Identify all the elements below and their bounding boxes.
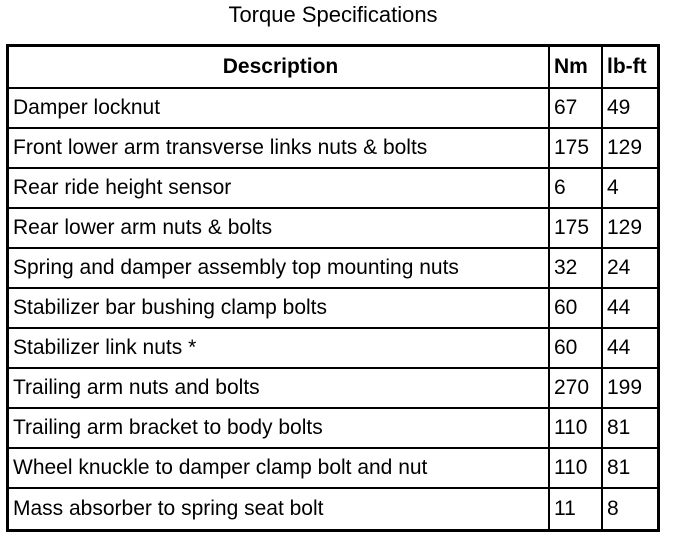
- cell-lbft: 8: [607, 497, 619, 520]
- cell-nm: 32: [550, 249, 603, 289]
- cell-description: Rear lower arm nuts & bolts: [9, 209, 550, 249]
- cell-lbft: 24: [603, 249, 657, 289]
- cell-nm: 11: [550, 489, 603, 529]
- cell-nm: 60: [550, 289, 603, 329]
- cell-description: Stabilizer bar bushing clamp bolts: [9, 289, 550, 329]
- cell-nm: 6: [550, 169, 603, 209]
- cell-lbft: 129: [603, 129, 657, 169]
- page-title: Torque Specifications: [228, 2, 438, 27]
- cell-description: Mass absorber to spring seat bolt: [9, 489, 550, 529]
- cell-description: Stabilizer link nuts *: [9, 329, 550, 369]
- cell-nm: 110: [550, 449, 603, 489]
- table-header-row: [9, 47, 657, 89]
- cell-nm: 175: [550, 209, 603, 249]
- table-row: [9, 89, 657, 129]
- table-row: [9, 249, 657, 289]
- table-row: [9, 489, 657, 529]
- cell-lbft: 129: [603, 209, 657, 249]
- header-lbft: lb-ft: [603, 47, 657, 89]
- cell-nm: 175: [550, 129, 603, 169]
- cell-lbft: 49: [603, 89, 657, 129]
- cell-lbft: 44: [603, 289, 657, 329]
- cell-nm: 110: [550, 409, 603, 449]
- cell-description: Trailing arm bracket to body bolts: [9, 409, 550, 449]
- table-row: [9, 409, 657, 449]
- cell-description: Damper locknut: [9, 89, 550, 129]
- table-row: [9, 169, 657, 209]
- cell-description: Rear ride height sensor: [9, 169, 550, 209]
- table-row: [9, 329, 657, 369]
- cell-lbft: 81: [603, 449, 657, 489]
- header-nm: Nm: [550, 47, 603, 89]
- table-row: [9, 449, 657, 489]
- torque-spec-table: [6, 44, 660, 532]
- cell-lbft: 81: [603, 409, 657, 449]
- cell-description: Front lower arm transverse links nuts & bolts: [9, 129, 550, 169]
- cell-nm: 270: [550, 369, 603, 409]
- table-row: [9, 209, 657, 249]
- table-row: [9, 289, 657, 329]
- cell-lbft: 44: [603, 329, 657, 369]
- header-description: Description: [9, 47, 550, 89]
- cell-description: Trailing arm nuts and bolts: [9, 369, 550, 409]
- cell-nm: 67: [550, 89, 603, 129]
- cell-lbft: 4: [603, 169, 657, 209]
- table-row: [9, 369, 657, 409]
- cell-description: Spring and damper assembly top mounting nuts: [9, 249, 550, 289]
- cell-lbft: 199: [603, 369, 657, 409]
- cell-nm: 60: [550, 329, 603, 369]
- cell-description: Wheel knuckle to damper clamp bolt and nut: [9, 449, 550, 489]
- table-row: [9, 129, 657, 169]
